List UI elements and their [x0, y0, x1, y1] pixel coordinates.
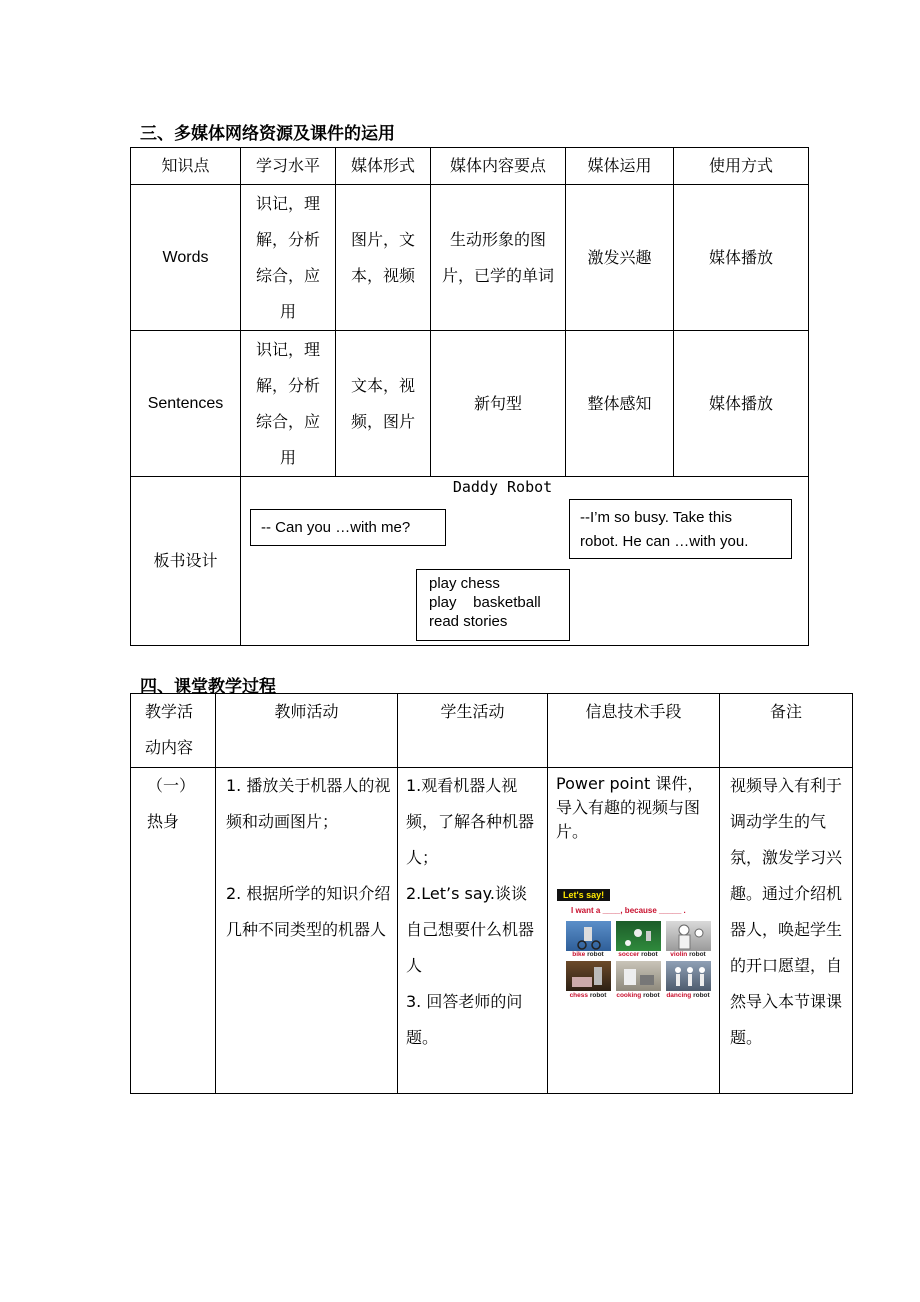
board-list-item: play chess [429, 575, 500, 592]
header-cell: 媒体内容要点 [431, 148, 566, 185]
board-list-item: read stories [429, 613, 508, 630]
caption-cooking: cooking robot [616, 992, 660, 999]
caption-violin: violin robot [670, 951, 706, 958]
note-cell: 视频导入有利于调动学生的气氛，激发学习兴趣。通过介绍机器人，唤起学生的开口愿望，自然导入本节课课题。 [720, 768, 853, 1094]
dancing-robot-image [666, 961, 711, 991]
caption-chess: chess robot [569, 992, 607, 999]
student-activity: 2.Let’s say.谈谈自己想要什么机器人 [406, 884, 535, 975]
student-cell [398, 768, 548, 1094]
header-cell: 使用方式 [674, 148, 809, 185]
bike-robot-image [566, 921, 611, 951]
level-cell: 识记，理解，分析综合，应用 [241, 185, 336, 331]
header-cell: 教学活动内容 [131, 694, 216, 768]
header-cell: 媒体运用 [566, 148, 674, 185]
header-cell: 备注 [720, 694, 853, 768]
table-header-row [131, 694, 853, 768]
table-header-row [131, 148, 809, 185]
board-list-item: play basketball [429, 594, 541, 611]
board-right-line: --I’m so busy. Take this [580, 509, 732, 526]
teacher-activity: 1. 播放关于机器人的视频和动画图片； [226, 776, 391, 831]
header-cell: 教师活动 [216, 694, 398, 768]
mode-cell: 媒体播放 [674, 331, 809, 477]
header-cell: 信息技术手段 [548, 694, 720, 768]
form-cell: 文本，视频，图片 [336, 331, 431, 477]
tech-text: Power point 课件，导入有趣的视频与图片。 [556, 774, 704, 841]
form-cell: 图片，文本，视频 [336, 185, 431, 331]
caption-dancing: dancing robot [666, 992, 710, 999]
level-cell: 识记，理解，分析综合，应用 [241, 331, 336, 477]
caption-soccer: soccer robot [618, 951, 658, 958]
teacher-cell [216, 768, 398, 1094]
content-cell: 新句型 [431, 331, 566, 477]
board-left-box [250, 509, 446, 546]
board-right-line: robot. He can …with you. [580, 533, 749, 550]
board-label: 板书设计 [131, 477, 241, 646]
use-cell: 激发兴趣 [566, 185, 674, 331]
point-cell: Words [131, 185, 241, 331]
violin-robot-image [666, 921, 711, 951]
table-row [131, 331, 809, 477]
student-activity: 3. 回答老师的问题。 [406, 992, 523, 1047]
stage-cell: （一）热身 [131, 768, 216, 1094]
table-row [131, 185, 809, 331]
process-table [130, 693, 853, 1094]
header-cell: 学习水平 [241, 148, 336, 185]
board-title: Daddy Robot [452, 478, 553, 496]
header-cell: 知识点 [131, 148, 241, 185]
lets-say-slide [555, 889, 715, 1004]
board-left-text: -- Can you …with me? [261, 519, 411, 536]
header-cell: 媒体形式 [336, 148, 431, 185]
slide-badge: Let's say! [557, 889, 610, 901]
board-right-box [569, 499, 792, 559]
teacher-activity: 2. 根据所学的知识介绍几种不同类型的机器人 [226, 884, 391, 939]
soccer-robot-image [616, 921, 661, 951]
board-list-box [416, 569, 570, 641]
section4-title: 四、课堂教学过程 [140, 677, 276, 697]
use-cell: 整体感知 [566, 331, 674, 477]
chess-robot-image [566, 961, 611, 991]
point-cell: Sentences [131, 331, 241, 477]
caption-bike: bike robot [572, 951, 604, 958]
section3-title: 三、多媒体网络资源及课件的运用 [140, 124, 395, 144]
header-cell: 学生活动 [398, 694, 548, 768]
table-row [131, 768, 853, 1094]
cooking-robot-image [616, 961, 661, 991]
content-cell: 生动形象的图片，已学的单词 [431, 185, 566, 331]
student-activity: 1.观看机器人视频，了解各种机器人； [406, 776, 535, 867]
mode-cell: 媒体播放 [674, 185, 809, 331]
slide-prompt: I want a ____, because _____ . [571, 906, 686, 915]
